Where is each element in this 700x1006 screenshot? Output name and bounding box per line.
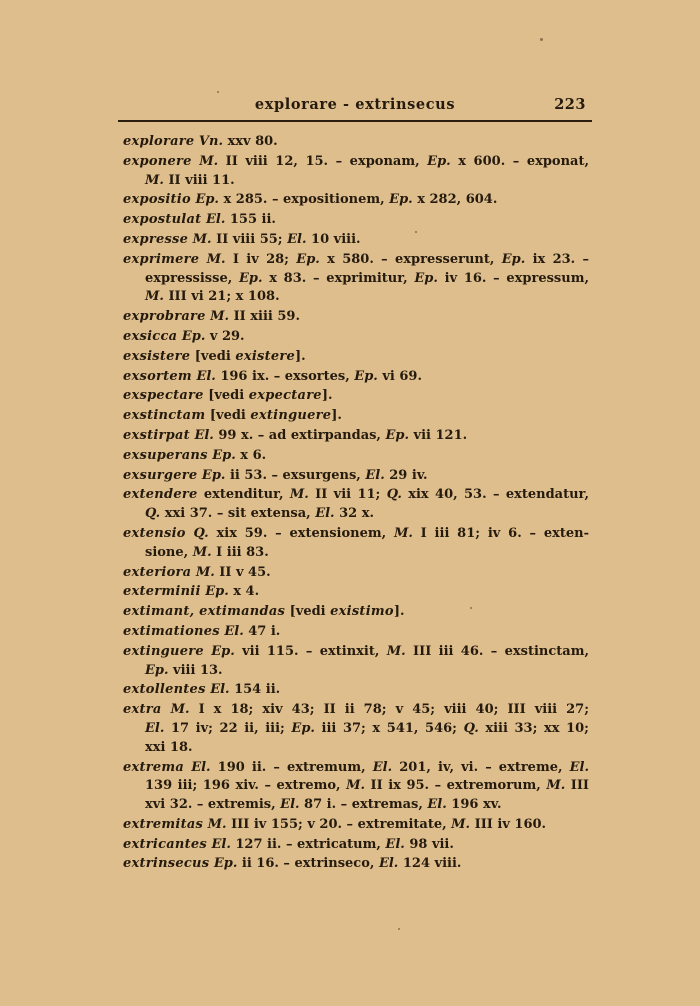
entry-line [123,564,589,583]
entry-text: x 285. – expositionem, [218,192,390,208]
entry-line [123,836,589,855]
headword: exteriora [123,564,192,580]
source-abbrev: El. [194,427,214,443]
index-entry [123,816,589,835]
headword: extrema [123,759,185,775]
source-abbrev: El. [315,506,335,522]
source-abbrev: Ep. [414,270,438,286]
entry-text: 99 x. – ad extirpandas, [213,427,386,443]
headword: extrinsecus [123,856,210,872]
entry-text: 127 ii. – extricatum, [230,836,386,852]
entry-text: ii 53. – exsurgens, [225,467,366,483]
entry-text: xix 40, 53. – extendatur, [401,487,589,503]
entry-line [123,407,589,426]
entry-text: II xiii 59. [229,309,301,325]
entry-text: viii 13. [168,662,223,678]
source-abbrev: Ep. [427,153,451,169]
header-rule [118,120,592,122]
index-entry [123,407,589,426]
source-abbrev: M. [210,309,230,325]
source-abbrev: Ep. [212,447,236,463]
source-abbrev: Q. [463,720,479,736]
entry-line [123,348,589,367]
headword: extimant, extimandas [123,604,286,620]
entry-text: 124 viii. [398,856,462,872]
entry-text: vii 121. [409,427,468,443]
entry-line [123,270,589,289]
source-abbrev: M. [451,816,471,832]
entry-text: x 580. – expresserunt, [319,251,502,267]
index-entry [123,643,589,681]
index-entry [123,603,589,622]
entry-text: 10 viii. [306,231,361,247]
index-entry [123,387,589,406]
index-entry [123,836,589,855]
source-abbrev: El. [145,720,165,736]
source-abbrev: El. [224,623,244,639]
source-abbrev: Ep. [501,251,526,267]
entry-text: 87 i. – extremas, [299,797,428,813]
source-abbrev: El. [210,682,230,698]
entry-line [123,288,589,307]
entry-text: 17 iv; 22 ii, iii; [164,720,292,736]
scan-speck [398,928,400,930]
entry-text: xxi 18. [145,739,193,755]
source-abbrev: Ep. [238,270,263,286]
headword: extinguere [250,408,332,424]
index-entry [123,251,589,307]
entry-line [123,777,589,796]
running-title: explorare - extrinsecus [254,96,456,113]
source-abbrev: M. [393,525,413,541]
source-abbrev: El. [191,759,211,775]
index-entry [123,447,589,466]
entry-line [123,583,589,602]
index-entry [123,231,589,250]
source-abbrev: El. [378,856,399,872]
headword: exsortem [123,368,192,384]
source-abbrev: El. [427,797,447,813]
page-header [118,94,592,115]
entry-line [123,368,589,387]
headword: exsicca [123,328,178,344]
entry-text: [vedi [203,388,249,404]
source-abbrev: M. [386,643,406,659]
scan-speck [415,231,417,233]
headword: extricantes [123,836,207,852]
entry-line [123,427,589,446]
entry-text: II viii 11. [163,172,235,188]
source-abbrev: El. [196,368,216,384]
source-abbrev: Ep. [291,720,315,736]
index-entry [123,153,589,191]
source-abbrev: Ep. [389,192,413,208]
entry-line [123,816,589,835]
entry-text: II ix 95. – extremorum, [365,778,547,794]
source-abbrev: El. [211,836,231,852]
entry-text: xvi 32. – extremis, [145,797,281,813]
entry-text: 98 vii. [404,836,454,852]
index-entry [123,759,589,815]
index-entry [123,427,589,446]
entry-line [123,447,589,466]
entry-text: ]. [295,348,306,364]
entry-text: 139 iii; 196 xiv. – extremo, [145,778,347,794]
index-entry [123,368,589,387]
index-entries [118,133,589,874]
headword: extensio [123,525,186,541]
source-abbrev: M. [170,702,190,718]
entry-text [162,702,171,717]
headword: extollentes [123,682,206,698]
entry-text: ii 16. – extrinseco, [237,856,379,872]
source-abbrev: M. [207,816,227,832]
source-abbrev: Ep. [205,584,229,600]
index-entry [123,623,589,642]
entry-line [123,308,589,327]
source-abbrev: El. [280,797,300,813]
entry-text: vii 115. – extinxit, [234,643,387,659]
entry-line [123,231,589,250]
source-abbrev: M. [199,153,219,169]
entry-line [123,211,589,230]
source-abbrev: M. [546,778,566,794]
scan-speck [540,38,543,41]
entry-line [123,739,589,758]
entry-text: II v 45. [214,564,271,580]
headword: extremitas [123,816,204,832]
entry-text: xix 59. – extensionem, [208,525,394,541]
entry-text: x 600. – exponat, [450,153,590,169]
entry-text: x 4. [228,584,260,600]
headword: extimationes [123,623,220,639]
entry-line [123,467,589,486]
index-entry [123,191,589,210]
entry-text: vi 69. [377,368,422,384]
index-entry [123,681,589,700]
entry-text: extenditur, [197,487,290,503]
entry-text: 29 iv. [384,467,428,483]
entry-text: 190 ii. – extremum, [210,759,373,775]
index-entry [123,564,589,583]
headword: existere [235,348,295,364]
entry-text: xxv 80. [222,134,278,149]
headword: exponere [123,153,192,169]
source-abbrev: Ep. [354,368,378,384]
source-abbrev: M. [289,487,309,503]
headword: exsuperans [123,447,208,463]
entry-text: ix 23. – [525,251,590,267]
entry-text: I x 18; xiv 43; II ii 78; v 45; viii 40; III viii 27; [189,702,590,718]
source-abbrev: Q. [193,525,209,541]
entry-text: 47 i. [243,623,281,639]
headword: exstinctam [123,408,206,424]
entry-text: 32 x. [334,506,374,522]
headword: exprimere [123,251,200,267]
source-abbrev: El. [205,212,226,228]
source-abbrev: Vn. [198,134,223,149]
entry-text: expressisse, [145,270,239,286]
index-entry [123,348,589,367]
headword: exstirpat [123,427,190,443]
entry-line [123,623,589,642]
entry-line [123,251,589,270]
entry-text: I iii 81; iv 6. – exten- [412,525,589,541]
entry-text: x 83. – exprimitur, [262,270,415,286]
headword: expostulat [123,212,202,228]
entry-text: II viii 12, 15. – exponam, [218,153,428,169]
entry-line [123,643,589,662]
headword: exprobrare [123,309,206,325]
headword: expresse [123,231,189,247]
entry-text: [vedi [285,604,331,620]
entry-text: [vedi [205,408,251,424]
entry-line [123,172,589,191]
entry-text: 201, iv, vi. – extreme, [392,759,570,775]
headword: exterminii [123,584,201,600]
entry-text: III iii 46. – exstinctam, [405,643,590,659]
index-entry [123,701,589,757]
entry-line [123,387,589,406]
source-abbrev: M. [206,251,226,267]
entry-text: xxi 37. – sit extensa, [160,506,316,522]
source-abbrev: M. [346,778,366,794]
entry-text: sione, [145,544,193,560]
entry-line [123,133,589,152]
index-entry [123,583,589,602]
entry-text: 196 ix. – exsortes, [215,368,355,384]
entry-line [123,191,589,210]
source-abbrev: El. [372,759,393,775]
scan-speck [217,91,219,93]
entry-line [123,701,589,720]
entry-text: xiii 33; xx 10; [478,720,589,736]
entry-text: [vedi [190,348,236,364]
entry-text: III iv 160. [470,816,547,832]
source-abbrev: Ep. [296,251,320,267]
entry-line [123,662,589,681]
entry-text: iii 37; x 541, 546; [314,720,464,736]
index-entry [123,467,589,486]
source-abbrev: M. [192,544,212,560]
entry-line [123,486,589,505]
source-abbrev: Ep. [213,856,238,872]
source-abbrev: El. [287,231,307,247]
headword: expositio [123,192,191,208]
index-entry [123,486,589,524]
entry-text: 196 xv. [446,797,502,813]
source-abbrev: Ep. [385,427,410,443]
entry-line [123,544,589,563]
headword: extra [123,702,162,718]
entry-text: I iv 28; [225,251,297,267]
entry-text: v 29. [205,328,245,344]
index-entry [123,525,589,563]
source-abbrev: M. [192,231,212,247]
entry-text: 154 ii. [229,682,281,698]
entry-text: II viii 55; [211,231,288,247]
source-abbrev: El. [365,467,385,483]
entry-line [123,603,589,622]
index-entry [123,328,589,347]
source-abbrev: Ep. [211,643,235,659]
source-abbrev: Ep. [181,328,206,344]
headword: exsistere [123,348,191,364]
entry-line [123,525,589,544]
headword: explorare [123,134,195,149]
source-abbrev: El. [385,836,405,852]
headword: existimo [330,604,394,620]
headword: exspectare [123,388,204,404]
source-abbrev: M. [195,564,215,580]
entry-text: 155 ii. [225,212,276,228]
index-entry [123,308,589,327]
entry-line [123,153,589,172]
entry-line [123,720,589,739]
entry-text: ]. [321,388,333,404]
source-abbrev: Ep. [145,662,169,678]
source-abbrev: Q. [386,487,402,503]
entry-text: I iii 83. [211,544,269,560]
source-abbrev: M. [145,289,164,305]
entry-text: x 6. [235,447,267,463]
headword: extendere [123,487,198,503]
source-abbrev: Q. [145,506,161,522]
scan-speck [470,607,472,609]
entry-text [199,252,206,267]
index-entry [123,855,589,874]
entry-text [186,526,194,541]
index-entry [123,211,589,230]
source-abbrev: Ep. [195,192,219,208]
entry-line [123,681,589,700]
entry-line [123,796,589,815]
entry-text: II vii 11; [308,487,387,503]
entry-text: ]. [331,408,342,424]
entry-text: iv 16. – expressum, [437,270,589,286]
source-abbrev: M. [145,172,164,188]
headword: expectare [248,388,322,404]
entry-text: x 282, 604. [412,192,498,208]
entry-text: III [565,778,590,794]
entry-line [123,328,589,347]
headword: extinguere [123,643,204,659]
entry-line [123,855,589,874]
source-abbrev: Ep. [201,467,226,483]
page-number: 223 [554,96,586,113]
index-entry [123,133,589,152]
entry-line [123,759,589,778]
entry-text: ]. [393,604,405,620]
entry-text: III vi 21; x 108. [163,289,280,305]
entry-line [123,505,589,524]
headword: exsurgere [123,467,198,483]
source-abbrev: El. [569,759,589,775]
entry-text: III iv 155; v 20. – extremitate, [226,816,452,832]
